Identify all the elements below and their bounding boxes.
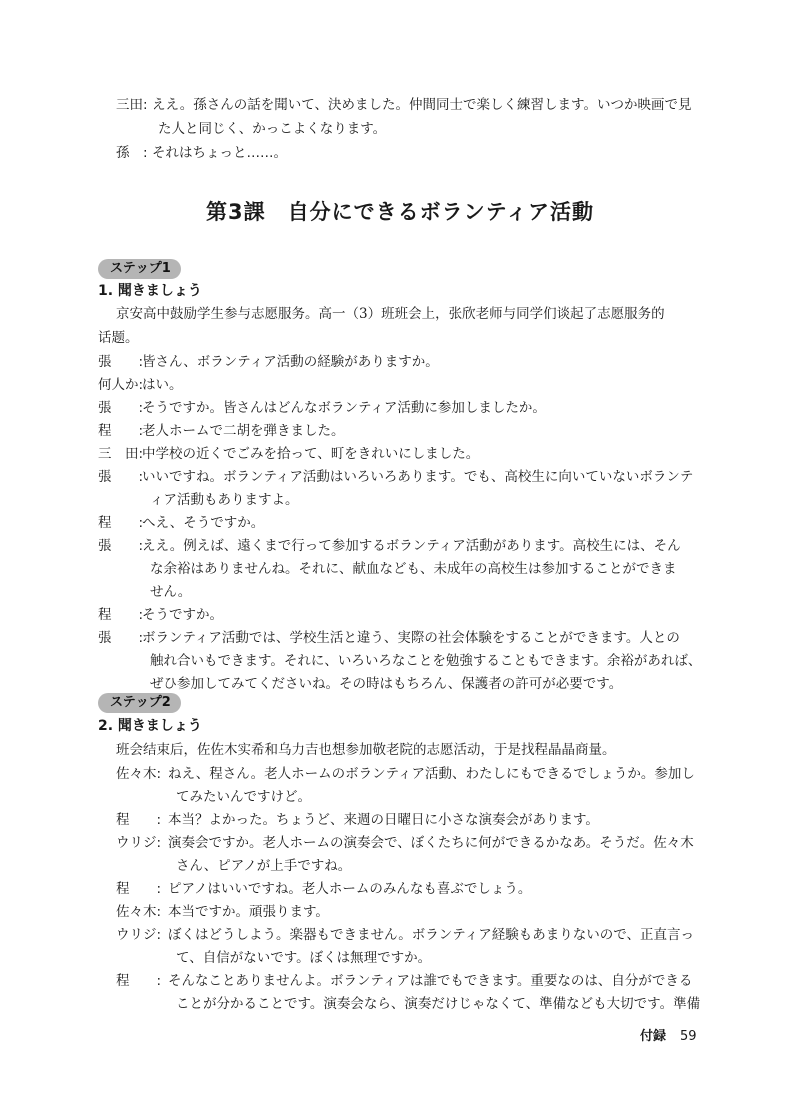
dialogue-line: て、自信がないです。ぼくは無理ですか。 [176, 950, 432, 966]
speaker-label: 程 : [116, 812, 162, 828]
dialogue-line: 本当ですか。頑張ります。 [168, 904, 329, 920]
dialogue-line: 老人ホームで二胡を弾きました。 [142, 423, 345, 439]
dialogue-line: そうですか。 [142, 607, 223, 623]
speaker-label: 張 : [98, 469, 144, 485]
speaker-label: 張 : [98, 354, 144, 370]
footer-section: 付録 [640, 1029, 667, 1044]
page-number: 59 [680, 1029, 697, 1044]
speaker-label: 程 : [98, 515, 144, 531]
speaker-label: 佐々木: [116, 904, 162, 920]
dialogue-line: 皆さん、ボランティア活動の経験がありますか。 [142, 354, 439, 370]
dialogue-line: 中学校の近くでごみを拾って、町をきれいにしました。 [142, 446, 480, 462]
dialogue-line: ぼくはどうしよう。楽器もできません。ボランティア経験もあまりないので、正直言っ [168, 927, 694, 943]
step1-heading: 1. 聞きましょう [98, 283, 202, 299]
dialogue-line: ことが分かることです。演奏会なら、演奏だけじゃなくて、準備なども大切です。準備 [176, 996, 701, 1012]
speaker-label: 何人か: [98, 377, 144, 393]
dialogue-line: 本当？よかった。ちょうど、来週の日曜日に小さな演奏会があります。 [168, 812, 599, 828]
speaker-label: 三田: [116, 97, 148, 113]
speaker-label: 張 : [98, 538, 144, 554]
dialogue-line: ぜひ参加してみてくださいね。その時はもちろん、保護者の許可が必要です。 [150, 676, 623, 692]
speaker-label: ウリジ: [116, 835, 162, 851]
speaker-label: 程 : [116, 881, 162, 897]
speaker-label: 程 : [116, 973, 162, 989]
step2-badge: ステップ2 [98, 693, 181, 713]
dialogue-line: た人と同じく、かっこよくなります。 [158, 121, 387, 137]
speaker-label: 程 : [98, 423, 144, 439]
dialogue-line: な余裕はありませんね。それに、献血なども、未成年の高校生は参加することができま [150, 561, 677, 577]
speaker-label: 三 田: [98, 446, 144, 462]
dialogue-line: 演奏会ですか。老人ホームの演奏会で、ぼくたちに何ができるかなあ。そうだ。佐々木 [168, 835, 694, 851]
dialogue-line: てみたいんですけど。 [176, 789, 311, 805]
step2-intro-line: 班会结束后，佐佐木实希和乌力吉也想参加敬老院的志愿活动，于是找程晶晶商量。 [116, 742, 616, 758]
page-footer [640, 1028, 697, 1046]
step2-heading: 2. 聞きましょう [98, 718, 202, 734]
lesson-title: 第3課 自分にできるボランティア活動 [206, 200, 594, 224]
speaker-label: 張 : [98, 630, 144, 646]
speaker-label: 佐々木: [116, 766, 162, 782]
step1-intro-line: 话题。 [98, 330, 139, 346]
dialogue-line: それはちょっと……。 [152, 145, 287, 161]
dialogue-line: はい。 [142, 377, 183, 393]
dialogue-line: そんなことありませんよ。ボランティアは誰でもできます。重要なのは、自分ができる [168, 973, 693, 989]
dialogue-line: ピアノはいいですね。老人ホームのみんなも喜ぶでしょう。 [168, 881, 532, 897]
dialogue-line: 触れ合いもできます。それに、いろいろなことを勉強することもできます。余裕があれば、 [150, 653, 702, 669]
speaker-label: 張 : [98, 400, 144, 416]
dialogue-line: へえ、そうですか。 [142, 515, 265, 531]
speaker-label: ウリジ: [116, 927, 162, 943]
dialogue-line: ィア活動もありますよ。 [150, 492, 299, 508]
dialogue-line: ねえ、程さん。老人ホームのボランティア活動、わたしにもできるでしょうか。参加し [168, 766, 695, 782]
step1-intro-line: 京安高中鼓励学生参与志愿服务。高一（3）班班会上，张欣老师与同学们谈起了志愿服务的 [116, 306, 665, 322]
dialogue-line: さん、ピアノが上手ですね。 [176, 858, 352, 874]
step1-badge: ステップ1 [98, 259, 181, 279]
dialogue-line: ええ。孫さんの話を聞いて、決めました。仲間同士で楽しく練習します。いつか映画で見 [152, 97, 692, 113]
dialogue-line: ええ。例えば、遠くまで行って参加するボランティア活動があります。高校生には、そん [142, 538, 681, 554]
speaker-label: 孫 : [116, 145, 148, 161]
dialogue-line: せん。 [150, 584, 192, 600]
dialogue-line: ボランティア活動では、学校生活と違う、実際の社会体験をすることができます。人との [142, 630, 680, 646]
dialogue-line: いいですね。ボランティア活動はいろいろあります。でも、高校生に向いていないボランテ [142, 469, 694, 485]
dialogue-line: そうですか。皆さんはどんなボランティア活動に参加しましたか。 [142, 400, 546, 416]
speaker-label: 程 : [98, 607, 144, 623]
